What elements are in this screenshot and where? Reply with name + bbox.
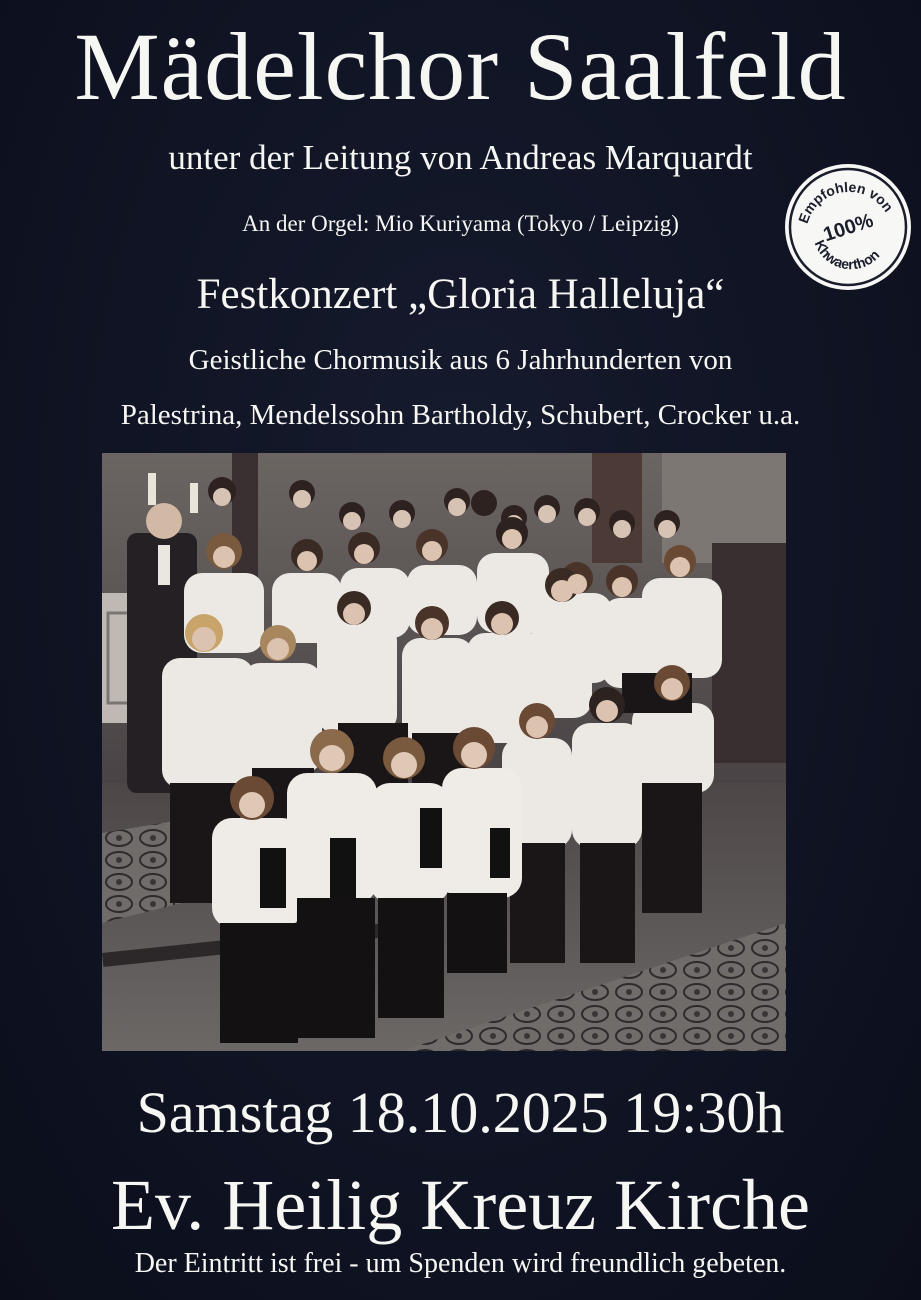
svg-text:Khwaerthon — [812, 237, 883, 272]
stamp-top-text: Empfohlen von — [794, 178, 897, 226]
description-line-2: Palestrina, Mendelssohn Bartholdy, Schubert, Crocker u.a. — [120, 399, 801, 431]
event-venue: Ev. Heilig Kreuz Kirche — [110, 1165, 811, 1245]
conductor-line: unter der Leitung von Andreas Marquardt — [168, 138, 753, 177]
choir-photo-illustration — [102, 453, 786, 1051]
description-line-1: Geistliche Chormusik aus 6 Jahrhunderten von — [188, 344, 733, 376]
stamp-center-text: 100% — [820, 209, 877, 247]
organist-line: An der Orgel: Mio Kuriyama (Tokyo / Leipzig) — [242, 211, 679, 236]
poster-title: Mädelchor Saalfeld — [74, 13, 847, 120]
recommendation-stamp — [785, 164, 911, 290]
admission-note: Der Eintritt ist frei - um Spenden wird freundlich gebeten. — [134, 1248, 787, 1279]
stamp-bottom-text: Khwaerthon — [811, 237, 883, 273]
concert-title: Festkonzert „Gloria Halleluja“ — [196, 271, 725, 318]
stamp-graphic — [785, 164, 911, 290]
choir-photo — [102, 453, 786, 1051]
event-date-time: Samstag 18.10.2025 19:30h — [136, 1080, 785, 1145]
